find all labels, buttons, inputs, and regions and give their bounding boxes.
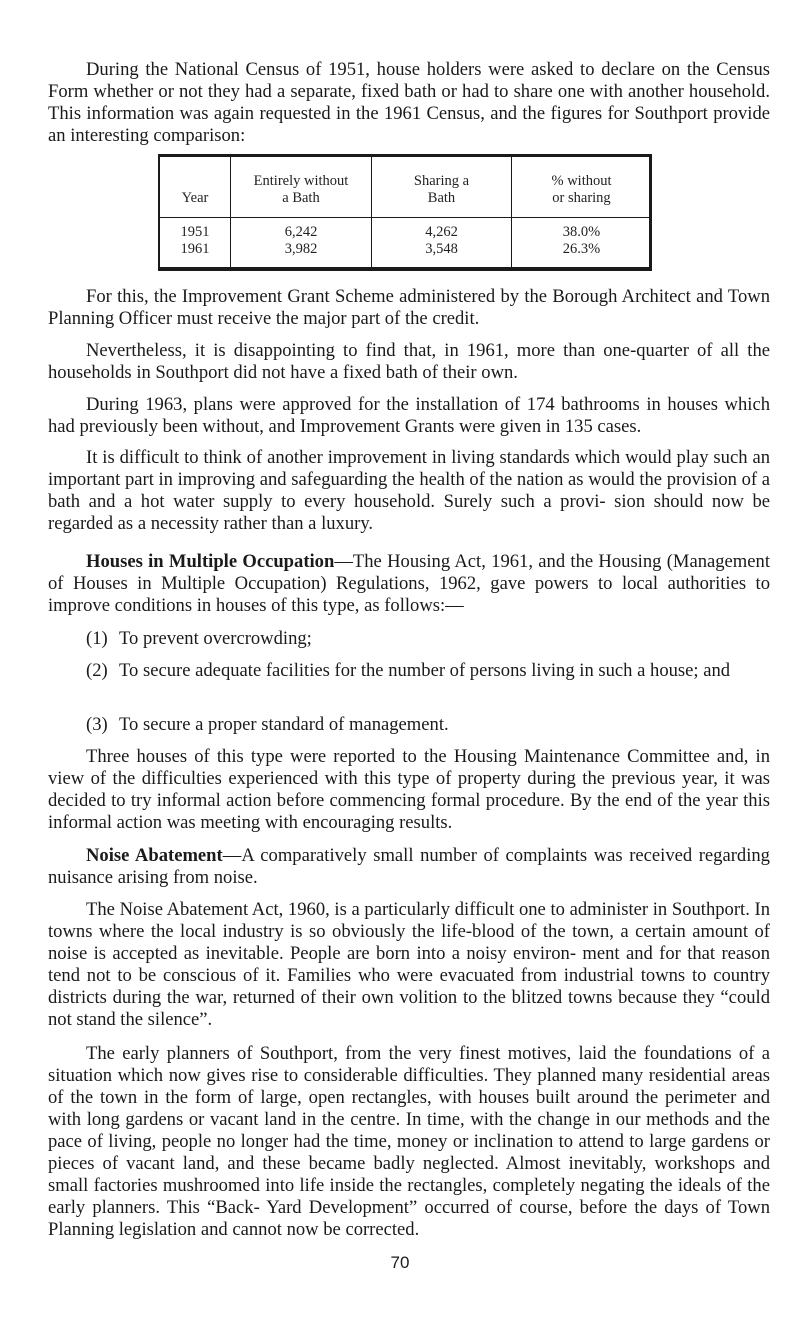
table-row-1961-percent: 26.3% xyxy=(562,241,601,257)
table-row-1961-year: 1961 xyxy=(180,241,210,257)
paragraph-improvement-grant: For this, the Improvement Grant Scheme administered by the Borough Architect and Town Planning Officer must receive the major part of the credit. xyxy=(48,286,770,329)
header-sharing: Sharing a Bath xyxy=(413,173,470,206)
paragraph-living-standards: It is difficult to think of another improvement in living standards which would play such an important part in improving and safeguarding the health of the nation as would the provision of a bath and a hot water supply to every household. Surely such a provi- sion should now be regarded as a necessity rather than a luxury. xyxy=(48,447,770,534)
paragraph-early-planners: The early planners of Southport, from the very finest motives, laid the foundations of a situation which now gives rise to considerable difficulties. They planned many residential areas of the town in the form of large, open rectangles, with houses built around the perimeter and with long gardens or vacant land in the centre. In time, with the change in our methods and the pace of living, people no longer had the time, money or inclination to attend to large gardens or pieces of vacant land, and these became badly neglected. Almost inevitably, workshops and small factories mushroomed into life inside the rectangles, completely negating the ideals of the early planners. This “Back- Yard Development” occurred of course, before the days of Town Planning legislation and cannot now be corrected. xyxy=(48,1043,770,1240)
table-row-1951-sharing: 4,262 xyxy=(425,224,458,240)
header-year: Year xyxy=(181,190,209,206)
paragraph-disappointing: Nevertheless, it is disappointing to find that, in 1961, more than one-quarter of all the households in Southport did not have a fixed bath of their own. xyxy=(48,340,770,383)
paragraph-multiple-occupation: Houses in Multiple Occupation—The Housing Act, 1961, and the Housing (Management of Houses in Multiple Occupation) Regulations, 1962, gave powers to local authorities to improve conditions in houses of this type, as follows:— xyxy=(48,551,770,616)
paragraph-bathrooms-1963: During 1963, plans were approved for the installation of 174 bathrooms in houses which had previously been without, and Improvement Grants were given in 135 cases. xyxy=(48,394,770,437)
heading-noise-abatement: Noise Abatement xyxy=(86,845,223,866)
document-page: During the National Census of 1951, house holders were asked to declare on the Census Form whether or not they had a separate, fixed bath or had to share one with another household. This information was again requested in the 1961 Census, and the figures for Southport provide an interesting comparison: Year Entirely without a Bath Sharing a Bath % without or sharing 1951 6,242 4,262 38.0% 1961 3,982 3,548 26.3% For this, the Improvement Grant Scheme administered by the Borough Architect and Town Planning Officer must receive the major part of the credit. Nevertheless, it is disappointing to find that, in 1961, more than one-quarter of all the households in Southport did not have a fixed bath of their own. During 1963, plans were approved for the installation of 174 bathrooms in houses which had previously been without, and Improvement Grants were given in 135 cases. It is difficult to think of another improvement in living standards which would play such an important part in improving and safeguarding the health of the nation as would the provision of a bath and a hot water supply to every household. Surely such a provi- sion should now be regarded as a necessity rather than a luxury. Houses in Multiple Occupation—The Housing Act, 1961, and the Housing (Management of Houses in Multiple Occupation) Regulations, 1962, gave powers to local authorities to improve conditions in houses of this type, as follows:— (1) To prevent overcrowding; (2) To secure adequate facilities for the number of persons living in such a house; and (3) To secure a proper standard of management. Three houses of this type were reported to the Housing Maintenance Committee and, in view of the difficulties experienced with this type of property during the previous year, it was decided to try informal action before commencing formal procedure. By the end of the year this informal action was meeting with encouraging results. Noise Abatement—A comparatively small number of complaints was received regarding nuisance arising from noise. The Noise Abatement Act, 1960, is a particularly difficult one to administer in Southport. In towns where the local industry is so obviously the life-blood of the town, a certain amount of noise is accepted as inevitable. People are born into a noisy environ- ment and for that reason tend not to be conscious of it. Families who were evacuated from industrial towns to country districts during the war, returned of their own volition to the blitzed towns because they “could not stand the silence”. The early planners of Southport, from the very finest motives, laid the foundations of a situation which now gives rise to considerable difficulties. They planned many residential areas of the town in the form of large, open rectangles, with houses built around the perimeter and with long gardens or vacant land in the centre. In time, with the change in our methods and the pace of living, people no longer had the time, money or inclination to attend to large gardens or pieces of vacant land, and these became badly neglected. Almost inevitably, workshops and small factories mushroomed into life inside the rectangles, completely negating the ideals of the early planners. This “Back- Yard Development” occurred of course, before the days of Town Planning legislation and cannot now be corrected. 70 xyxy=(0,0,800,1321)
table-row-1951-percent: 38.0% xyxy=(562,224,601,240)
bath-census-table xyxy=(158,154,652,271)
header-entirely-without: Entirely without a Bath xyxy=(253,173,349,206)
table-row-1961-sharing: 3,548 xyxy=(425,241,458,257)
paragraph-noise-act: The Noise Abatement Act, 1960, is a particularly difficult one to administer in Southport. In towns where the local industry is so obviously the life-blood of the town, a certain amount of noise is accepted as inevitable. People are born into a noisy environ- ment and for that reason tend not to be conscious of it. Families who were evacuated from industrial towns to country districts during the war, returned of their own volition to the blitzed towns because they “could not stand the silence”. xyxy=(48,899,770,1030)
table-row-1951-year: 1951 xyxy=(180,224,210,240)
paragraph-three-houses: Three houses of this type were reported to the Housing Maintenance Committee and, in view of the difficulties experienced with this type of property during the previous year, it was decided to try informal action before commencing formal procedure. By the end of the year this informal action was meeting with encouraging results. xyxy=(48,746,770,833)
table-row-1961-entirely-without: 3,982 xyxy=(284,241,318,257)
intro-paragraph: During the National Census of 1951, house holders were asked to declare on the Census Form whether or not they had a separate, fixed bath or had to share one with another household. This information was again requested in the 1961 Census, and the figures for Southport provide an interesting comparison: xyxy=(48,59,770,146)
header-percent: % without or sharing xyxy=(551,173,612,206)
page-number: 70 xyxy=(390,1253,410,1272)
table-row-1951-entirely-without: 6,242 xyxy=(284,224,318,240)
table-header-divider xyxy=(160,217,649,218)
paragraph-noise-abatement: Noise Abatement—A comparatively small number of complaints was received regarding nuisance arising from noise. xyxy=(48,845,770,888)
heading-houses-multiple-occupation: Houses in Multiple Occupation xyxy=(86,551,335,572)
